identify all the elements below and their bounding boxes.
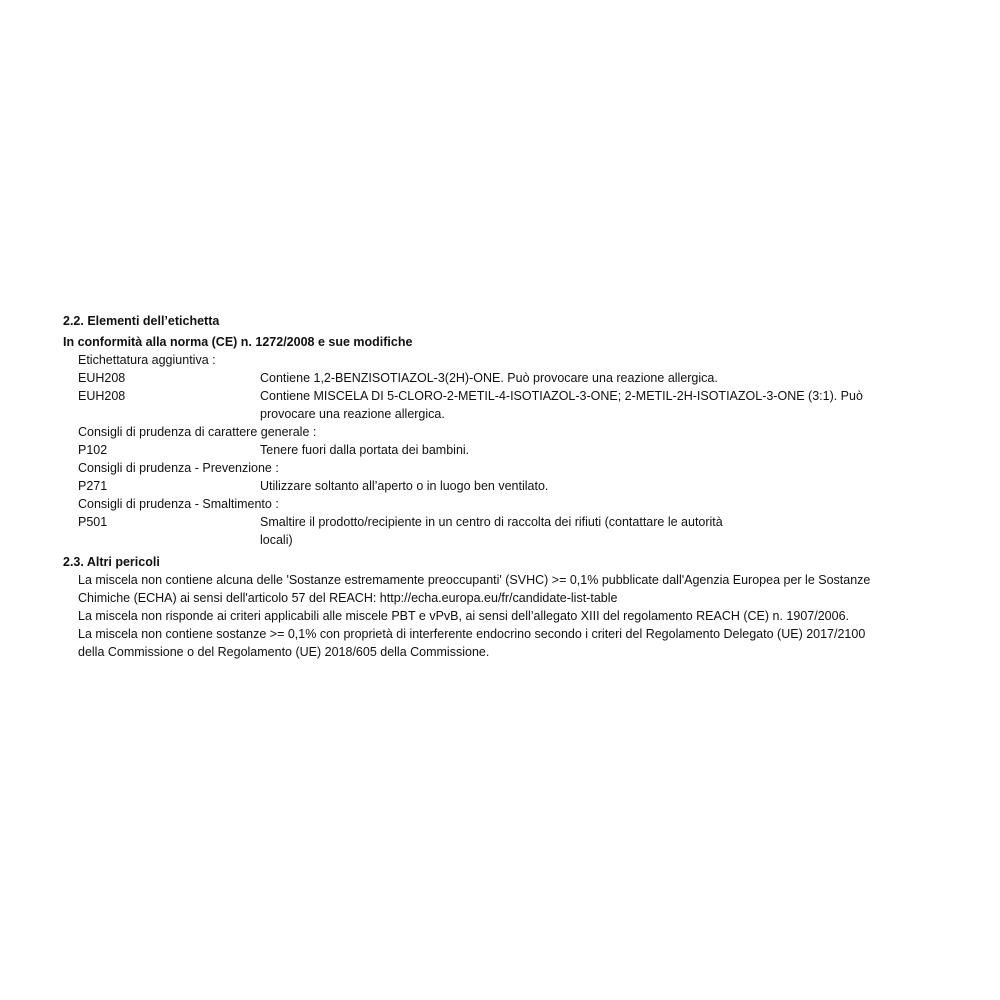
paragraph-line: Chimiche (ECHA) ai sensi dell'articolo 57 del REACH: http://echa.europa.eu/fr/candidate-list-table [78, 591, 618, 605]
hazard-code: EUH208 [78, 389, 126, 403]
hazard-description-line: provocare una reazione allergica. [260, 407, 445, 421]
group-heading-disposal: Consigli di prudenza - Smaltimento : [78, 497, 279, 511]
precaution-description [260, 513, 943, 549]
precaution-row [78, 441, 943, 459]
regulation-subheading: In conformità alla norma (CE) n. 1272/2008 e sue modifiche [63, 335, 413, 349]
paragraph-line: della Commissione o del Regolamento (UE) 2018/605 della Commissione. [78, 645, 490, 659]
label-elements-list [63, 351, 943, 549]
precaution-row [78, 513, 943, 549]
hazard-description-line: Contiene MISCELA DI 5-CLORO-2-METIL-4-ISOTIAZOL-3-ONE; 2-METIL-2H-ISOTIAZOL-3-ONE (3:1). Può [260, 389, 863, 403]
document-body [63, 312, 943, 661]
precaution-code: P501 [78, 515, 108, 529]
hazard-code: EUH208 [78, 371, 126, 385]
hazard-description-line: Contiene 1,2-BENZISOTIAZOL-3(2H)-ONE. Può provocare una reazione allergica. [260, 371, 718, 385]
precaution-description [260, 441, 943, 459]
group-heading-general-precautions: Consigli di prudenza di carattere generale : [78, 425, 317, 439]
other-hazards-text [63, 571, 943, 661]
group-heading-prevention: Consigli di prudenza - Prevenzione : [78, 461, 279, 475]
hazard-statement-row [78, 387, 943, 423]
group-heading-additional-labelling: Etichettatura aggiuntiva : [78, 353, 216, 367]
section-heading-label-elements: 2.2. Elementi dell’etichetta [63, 314, 220, 328]
precaution-code: P271 [78, 479, 108, 493]
precaution-description-line: Utilizzare soltanto all’aperto o in luogo ben ventilato. [260, 479, 549, 493]
precaution-description-line: Tenere fuori dalla portata dei bambini. [260, 443, 470, 457]
paragraph-line: La miscela non risponde ai criteri applicabili alle miscele PBT e vPvB, ai sensi dell’allegato XIII del regolamento REACH (CE) n. 1907/2006. [78, 609, 849, 623]
paragraph-line: La miscela non contiene sostanze >= 0,1% con proprietà di interferente endocrino secondo i criteri del Regolamento Delegato (UE) 2017/2100 [78, 627, 866, 641]
hazard-statement-row [78, 369, 943, 387]
section-heading-other-hazards: 2.3. Altri pericoli [63, 555, 160, 569]
precaution-row [78, 477, 943, 495]
precaution-description [260, 477, 943, 495]
precaution-code: P102 [78, 443, 108, 457]
precaution-description-line: Smaltire il prodotto/recipiente in un centro di raccolta dei rifiuti (contattare le autorità [260, 515, 723, 529]
precaution-description-line: locali) [260, 533, 293, 547]
hazard-description [260, 369, 943, 387]
hazard-description [260, 387, 943, 423]
paragraph-line: La miscela non contiene alcuna delle 'Sostanze estremamente preoccupanti' (SVHC) >= 0,1% pubblicate dall'Agenzia Europea per le Sostanze [78, 573, 871, 587]
